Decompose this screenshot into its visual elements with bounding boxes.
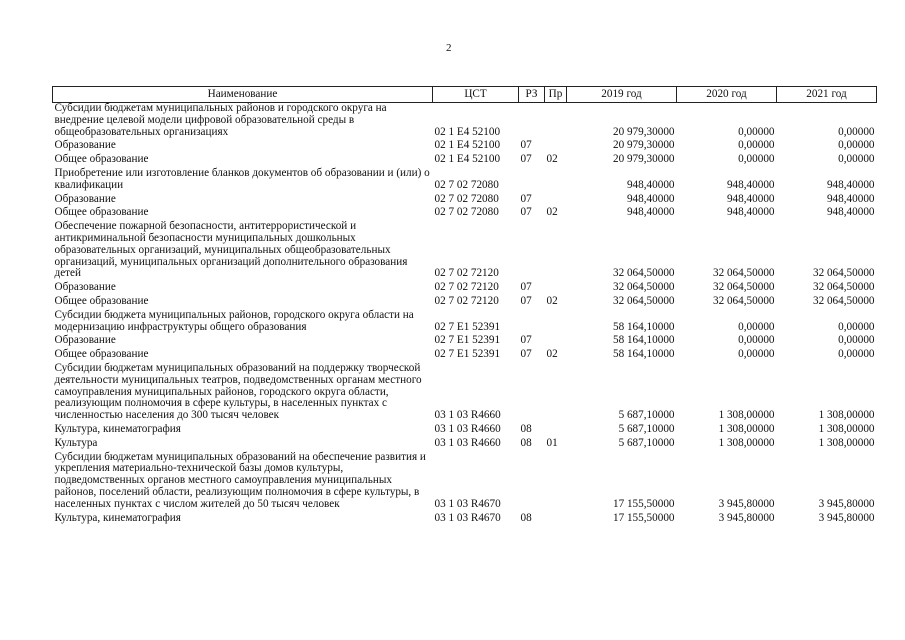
row-name-cell: Общее образование bbox=[54, 206, 149, 219]
row-2019-cell: 17 155,50000 bbox=[612, 497, 675, 510]
row-pr-cell bbox=[545, 513, 567, 527]
table-row bbox=[53, 154, 877, 168]
table-row bbox=[53, 140, 877, 154]
row-2019-cell: 32 064,50000 bbox=[612, 294, 675, 307]
row-2020-cell: 0,00000 bbox=[738, 125, 775, 138]
row-name-cell: Субсидии бюджетам муниципальных районов и городского округа на внедрение целевой модели цифровой образовательной среды в общеобразовательных организациях bbox=[54, 102, 387, 138]
row-pr-cell bbox=[545, 168, 567, 194]
row-pr-cell: 02 bbox=[546, 294, 558, 307]
row-2019-cell: 58 164,10000 bbox=[612, 348, 675, 361]
row-name-cell: Культура, кинематография bbox=[54, 422, 181, 435]
row-name-cell: Субсидии бюджетам муниципальных образований на поддержку творческой деятельности муниципальных театров, подведомственных органам местного самоуправления муниципальных районов, городского округа области, реализующим полномочия в сфере культуры, в населенных пунктах с численностью населения до 300 тысяч человек bbox=[54, 361, 422, 422]
row-name-cell: Образование bbox=[54, 192, 116, 205]
row-rz-cell bbox=[519, 363, 545, 424]
table-row bbox=[53, 168, 877, 194]
row-2021-cell: 0,00000 bbox=[838, 348, 875, 361]
row-2021-cell: 1 308,00000 bbox=[818, 436, 875, 449]
row-pr-cell bbox=[545, 452, 567, 513]
header-2019: 2019 год bbox=[567, 87, 677, 103]
row-2019-cell: 32 064,50000 bbox=[612, 281, 675, 294]
row-2020-cell: 1 308,00000 bbox=[718, 409, 775, 422]
row-cst-cell: 03 1 03 R4660 bbox=[434, 409, 501, 422]
budget-table bbox=[52, 86, 877, 526]
row-2019-cell: 5 687,10000 bbox=[618, 422, 675, 435]
row-rz-cell bbox=[519, 221, 545, 282]
row-2021-cell: 0,00000 bbox=[838, 320, 875, 333]
row-2021-cell: 0,00000 bbox=[838, 125, 875, 138]
row-pr-cell bbox=[545, 335, 567, 349]
row-cst-cell: 02 7 E1 52391 bbox=[434, 348, 501, 361]
row-2021-cell: 0,00000 bbox=[838, 139, 875, 152]
row-2019-cell: 20 979,30000 bbox=[612, 153, 675, 166]
row-2019-cell: 5 687,10000 bbox=[618, 436, 675, 449]
row-cst-cell: 03 1 03 R4660 bbox=[434, 422, 501, 435]
row-rz-cell: 08 bbox=[520, 422, 532, 435]
row-pr-cell bbox=[545, 424, 567, 438]
header-cst: ЦСТ bbox=[433, 87, 519, 103]
header-pr: Пр bbox=[545, 87, 567, 103]
row-2019-cell: 5 687,10000 bbox=[618, 409, 675, 422]
row-rz-cell: 07 bbox=[520, 281, 532, 294]
row-cst-cell: 02 1 E4 52100 bbox=[434, 153, 501, 166]
row-rz-cell: 07 bbox=[520, 139, 532, 152]
row-2020-cell: 3 945,80000 bbox=[718, 497, 775, 510]
row-2019-cell: 948,40000 bbox=[626, 178, 675, 191]
table-row bbox=[53, 194, 877, 208]
row-rz-cell: 08 bbox=[520, 511, 532, 524]
row-2020-cell: 1 308,00000 bbox=[718, 436, 775, 449]
table-row bbox=[53, 207, 877, 221]
row-name-cell: Образование bbox=[54, 139, 116, 152]
table-row bbox=[53, 335, 877, 349]
row-2019-cell: 948,40000 bbox=[626, 206, 675, 219]
row-pr-cell bbox=[545, 310, 567, 336]
row-cst-cell: 02 1 E4 52100 bbox=[434, 139, 501, 152]
row-2020-cell: 0,00000 bbox=[738, 153, 775, 166]
row-cst-cell: 03 1 03 R4670 bbox=[434, 497, 501, 510]
row-name-cell: Приобретение или изготовление бланков документов об образовании и (или) о квалификации bbox=[54, 166, 430, 191]
table-row bbox=[53, 310, 877, 336]
table-row bbox=[53, 221, 877, 282]
row-2021-cell: 3 945,80000 bbox=[818, 511, 875, 524]
row-2020-cell: 948,40000 bbox=[726, 178, 775, 191]
row-rz-cell: 07 bbox=[520, 294, 532, 307]
row-2021-cell: 948,40000 bbox=[826, 206, 875, 219]
row-pr-cell bbox=[545, 103, 567, 141]
row-name-cell: Культура, кинематография bbox=[54, 511, 181, 524]
row-cst-cell: 03 1 03 R4670 bbox=[434, 511, 501, 524]
row-rz-cell bbox=[519, 168, 545, 194]
row-2021-cell: 948,40000 bbox=[826, 192, 875, 205]
header-name: Наименование bbox=[53, 87, 433, 103]
row-cst-cell: 02 7 02 72120 bbox=[434, 267, 499, 280]
table-row bbox=[53, 424, 877, 438]
row-2020-cell: 0,00000 bbox=[738, 334, 775, 347]
table-row bbox=[53, 296, 877, 310]
row-pr-cell: 02 bbox=[546, 348, 558, 361]
row-2020-cell: 948,40000 bbox=[726, 192, 775, 205]
row-2020-cell: 32 064,50000 bbox=[712, 294, 775, 307]
row-2021-cell: 948,40000 bbox=[826, 178, 875, 191]
row-pr-cell: 02 bbox=[546, 153, 558, 166]
row-cst-cell: 02 7 02 72080 bbox=[434, 192, 499, 205]
row-2021-cell: 1 308,00000 bbox=[818, 422, 875, 435]
row-2021-cell: 32 064,50000 bbox=[812, 294, 875, 307]
row-name-cell: Образование bbox=[54, 334, 116, 347]
row-rz-cell bbox=[519, 103, 545, 141]
row-2020-cell: 0,00000 bbox=[738, 348, 775, 361]
row-2021-cell: 3 945,80000 bbox=[818, 497, 875, 510]
header-rz: РЗ bbox=[519, 87, 545, 103]
row-2020-cell: 32 064,50000 bbox=[712, 281, 775, 294]
row-name-cell: Образование bbox=[54, 281, 116, 294]
table-row bbox=[53, 513, 877, 527]
table-row bbox=[53, 452, 877, 513]
row-2021-cell: 0,00000 bbox=[838, 334, 875, 347]
row-cst-cell: 02 7 02 72120 bbox=[434, 294, 499, 307]
row-rz-cell bbox=[519, 310, 545, 336]
row-rz-cell: 07 bbox=[520, 192, 532, 205]
row-rz-cell bbox=[519, 452, 545, 513]
row-name-cell: Субсидии бюджета муниципальных районов, городского округа области на модернизацию инфраструктуры общего образования bbox=[54, 308, 414, 333]
row-cst-cell: 02 7 02 72120 bbox=[434, 281, 499, 294]
table-row bbox=[53, 103, 877, 141]
row-name-cell: Субсидии бюджетам муниципальных образований на обеспечение развития и укрепления материально-технической базы домов культуры, подведомственных органов местного самоуправления муниципальных районов, поселений области, реализующим полномочия в сфере культуры, в населенных пунктах с числом жителей до 50 тысяч человек bbox=[54, 450, 426, 510]
row-pr-cell: 01 bbox=[546, 436, 558, 449]
row-2019-cell: 32 064,50000 bbox=[612, 267, 675, 280]
row-rz-cell: 07 bbox=[520, 334, 532, 347]
row-pr-cell bbox=[545, 221, 567, 282]
table-row bbox=[53, 438, 877, 452]
table-row bbox=[53, 363, 877, 424]
header-2020: 2020 год bbox=[677, 87, 777, 103]
row-cst-cell: 02 7 02 72080 bbox=[434, 206, 499, 219]
row-rz-cell: 07 bbox=[520, 206, 532, 219]
row-2019-cell: 20 979,30000 bbox=[612, 139, 675, 152]
row-pr-cell bbox=[545, 140, 567, 154]
row-rz-cell: 07 bbox=[520, 348, 532, 361]
row-2020-cell: 3 945,80000 bbox=[718, 511, 775, 524]
row-pr-cell: 02 bbox=[546, 206, 558, 219]
row-cst-cell: 02 7 E1 52391 bbox=[434, 320, 501, 333]
row-cst-cell: 02 1 E4 52100 bbox=[434, 125, 501, 138]
row-cst-cell: 03 1 03 R4660 bbox=[434, 436, 501, 449]
row-name-cell: Культура bbox=[54, 436, 98, 449]
header-2021: 2021 год bbox=[777, 87, 877, 103]
row-2021-cell: 1 308,00000 bbox=[818, 409, 875, 422]
row-2019-cell: 20 979,30000 bbox=[612, 125, 675, 138]
row-2019-cell: 17 155,50000 bbox=[612, 511, 675, 524]
row-pr-cell bbox=[545, 282, 567, 296]
page-number: 2 bbox=[446, 42, 452, 54]
row-rz-cell: 07 bbox=[520, 153, 532, 166]
row-cst-cell: 02 7 E1 52391 bbox=[434, 334, 501, 347]
row-2021-cell: 32 064,50000 bbox=[812, 281, 875, 294]
row-name-cell: Общее образование bbox=[54, 348, 149, 361]
row-cst-cell: 02 7 02 72080 bbox=[434, 178, 499, 191]
row-rz-cell: 08 bbox=[520, 436, 532, 449]
row-2019-cell: 58 164,10000 bbox=[612, 334, 675, 347]
row-2020-cell: 0,00000 bbox=[738, 320, 775, 333]
table-row bbox=[53, 349, 877, 363]
row-2020-cell: 948,40000 bbox=[726, 206, 775, 219]
row-2020-cell: 0,00000 bbox=[738, 139, 775, 152]
table-row bbox=[53, 282, 877, 296]
row-name-cell: Общее образование bbox=[54, 153, 149, 166]
row-name-cell: Общее образование bbox=[54, 294, 149, 307]
row-2020-cell: 32 064,50000 bbox=[712, 267, 775, 280]
row-name-cell: Обеспечение пожарной безопасности, антитеррористической и антикриминальной безопасности муниципальных дошкольных образовательных организаций, муниципальных общеобразовательных организаций, муниципальных организаций дополнительного образования детей bbox=[54, 220, 408, 280]
row-2019-cell: 948,40000 bbox=[626, 192, 675, 205]
row-pr-cell bbox=[545, 363, 567, 424]
row-pr-cell bbox=[545, 194, 567, 208]
row-2021-cell: 0,00000 bbox=[838, 153, 875, 166]
row-2021-cell: 32 064,50000 bbox=[812, 267, 875, 280]
row-2019-cell: 58 164,10000 bbox=[612, 320, 675, 333]
table-header-row bbox=[53, 87, 877, 103]
row-2020-cell: 1 308,00000 bbox=[718, 422, 775, 435]
